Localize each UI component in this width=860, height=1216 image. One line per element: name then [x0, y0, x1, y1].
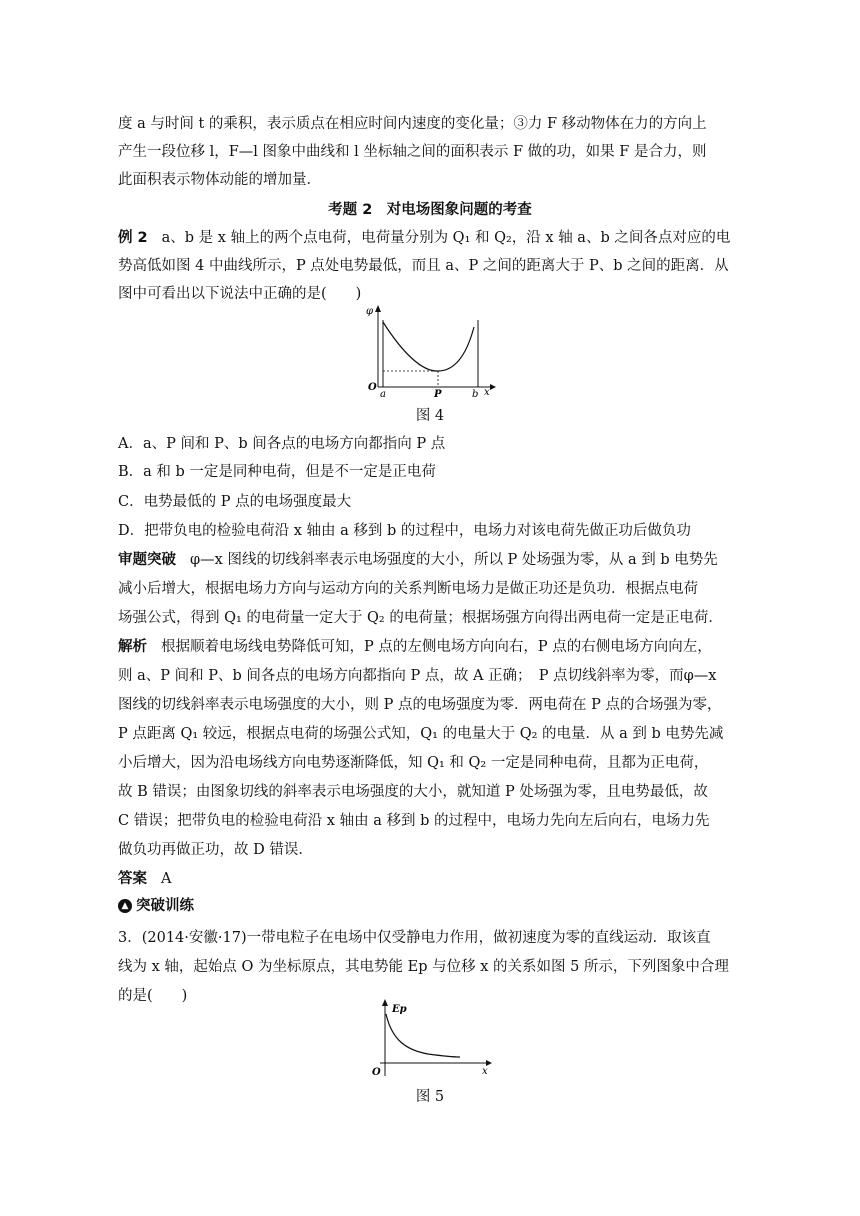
analysis-line: [118, 637, 712, 657]
question-line: 线为 x 轴，起始点 O 为坐标原点，其电势能 Ep 与位移 x 的关系如图 5 所示，下列图象中合理: [118, 959, 729, 975]
y-axis-arrow-icon: [375, 305, 381, 312]
review-line: 场强公式，得到 Q₁ 的电荷量一定大于 Q₂ 的电荷量；根据场强方向得出两电荷一定是正电荷．: [118, 610, 723, 626]
answer-label: 答案: [118, 871, 147, 887]
analysis-line: 故 B 错误；由图象切线的斜率表示电场强度的大小，就知道 P 处场强为零，且电势最低，故: [118, 784, 708, 800]
example-line: 图中可看出以下说法中正确的是( ): [118, 286, 362, 302]
point-b-label: b: [472, 389, 479, 400]
figure-5: [368, 998, 494, 1080]
figure-4-caption: 图 4: [415, 408, 445, 424]
paragraph-line: 度 a 与时间 t 的乘积，表示质点在相应时间内速度的变化量；③力 F 移动物体在力的方向上: [118, 116, 707, 132]
y-axis-arrow-icon: [382, 999, 388, 1006]
training-header: [118, 896, 194, 916]
analysis-line: P 点距离 Q₁ 较远，根据点电荷的场强公式知，Q₁ 的电量大于 Q₂ 的电量．从 a 到 b 电势先减: [118, 726, 724, 742]
review-text: φ—x 图线的切线斜率表示电场强度的大小，所以 P 处场强为零，从 a 到 b 电势先: [190, 552, 718, 568]
option-b: B．a 和 b 一定是同种电荷，但是不一定是正电荷: [118, 464, 436, 480]
analysis-line: 则 a、P 间和 P、b 间各点的电场方向都指向 P 点，故 A 正确； P 点切线斜率为零，而φ—x: [118, 668, 717, 684]
figure-4: [362, 302, 498, 402]
origin-label: O: [368, 382, 377, 393]
question-line: 3．(2014·安徽·17)一带电粒子在电场中仅受静电力作用，做初速度为零的直线运动．取该直: [118, 930, 711, 946]
analysis-label: 解析: [118, 639, 147, 655]
answer-value: A: [161, 871, 172, 887]
example-label: 例 2: [118, 230, 148, 246]
example-line: 势高低如图 4 中曲线所示，P 点处电势最低，而且 a、P 之间的距离大于 P、b 之间的距离．从: [118, 258, 729, 274]
y-axis-label: φ: [366, 306, 374, 317]
x-axis-label: x: [484, 387, 490, 398]
topic-title: 考题 2 对电场图象问题的考查: [328, 202, 532, 218]
paragraph-line: 产生一段位移 l，F—l 图象中曲线和 l 坐标轴之间的面积表示 F 做的功，如果 F 是合力，则: [118, 144, 707, 160]
analysis-line: C 错误；把带负电的检验电荷沿 x 轴由 a 移到 b 的过程中，电场力先向左后向右，电场力先: [118, 813, 710, 829]
x-axis-arrow-icon: [490, 384, 496, 390]
option-c: C．电势最低的 P 点的电场强度最大: [118, 494, 352, 510]
analysis-line: 图线的切线斜率表示电场强度的大小，则 P 点的电场强度为零．两电荷在 P 点的合场强为零，: [118, 697, 722, 713]
triangle-icon: ▲: [118, 899, 132, 913]
paragraph-line: 此面积表示物体动能的增加量．: [118, 172, 321, 188]
x-axis-label: x: [482, 1066, 488, 1077]
answer-line: [118, 869, 171, 889]
option-a: A．a、P 间和 P、b 间各点的电场方向都指向 P 点: [118, 436, 446, 452]
review-label: 审题突破: [118, 552, 176, 568]
origin-label: O: [372, 1067, 381, 1078]
option-d: D．把带负电的检验电荷沿 x 轴由 a 移到 b 的过程中，电场力对该电荷先做正功后做负功: [118, 523, 691, 539]
analysis-line: 小后增大，因为沿电场线方向电势逐渐降低，知 Q₁ 和 Q₂ 一定是同种电荷，且都为正电荷，: [118, 755, 709, 771]
point-a-label: a: [380, 389, 386, 400]
training-title: 突破训练: [136, 898, 194, 914]
question-line: 的是( ): [118, 988, 188, 1004]
point-p-label: P: [434, 389, 442, 400]
energy-curve: [386, 1014, 460, 1057]
potential-curve: [383, 322, 474, 371]
y-axis-label: Ep: [392, 1004, 407, 1015]
figure-5-caption: 图 5: [415, 1089, 445, 1105]
review-line: [118, 550, 718, 570]
analysis-line: 做负功再做正功，故 D 错误．: [118, 842, 313, 858]
review-line: 减小后增大，根据电场力方向与运动方向的关系判断电场力是做正功还是负功．根据点电荷: [118, 581, 698, 597]
analysis-text: 根据顺着电场线电势降低可知，P 点的左侧电场方向向右，P 点的右侧电场方向向左，: [161, 639, 712, 655]
example-line: [118, 228, 730, 248]
example-text: a、b 是 x 轴上的两个点电荷，电荷量分别为 Q₁ 和 Q₂，沿 x 轴 a、b 之间各点对应的电: [161, 230, 731, 246]
